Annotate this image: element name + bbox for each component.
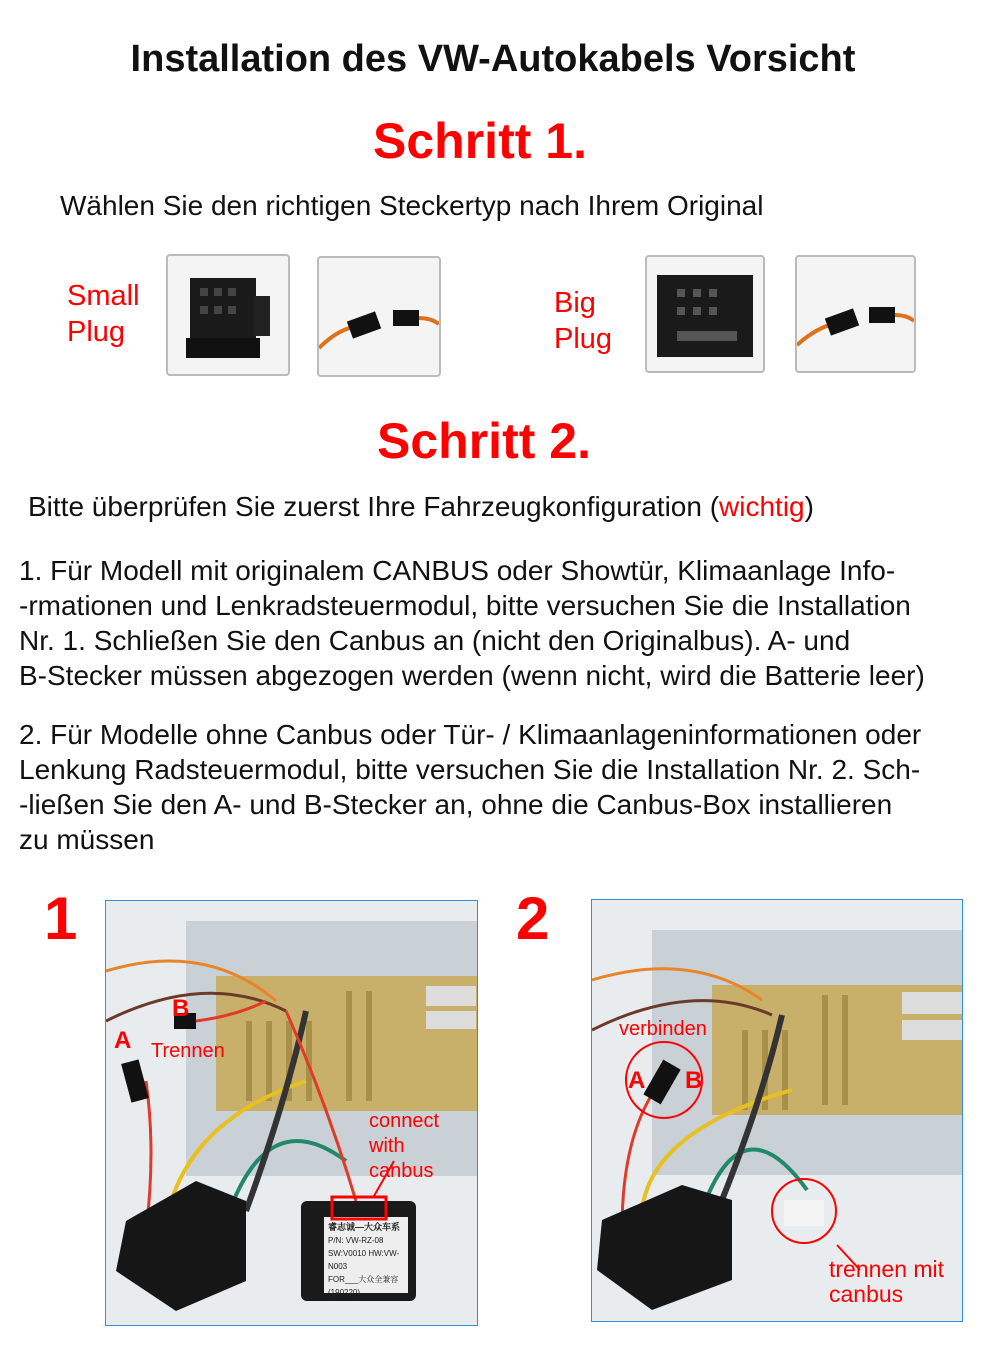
label-b: B [685, 1067, 703, 1094]
page-title: Installation des VW-Autokabels Vorsicht [130, 38, 856, 80]
small-plug-connector-image [166, 254, 290, 376]
label-trennen-canbus: trennen mit canbus [829, 1256, 945, 1307]
label-verbinden: verbinden [619, 1018, 707, 1040]
instruction-2: 2. Für Modelle ohne Canbus oder Tür- / Klimaanlageninformationen oder Lenkung Radsteuermodul, bitte versuchen Sie die Installation Nr. 2. Sch- -ließen Sie den A- und B-Stecker an, ohne die Canbus-Box installieren zu müssen [19, 719, 922, 855]
important-note: wichtig [719, 491, 805, 522]
photo2-number: 2 [516, 885, 550, 952]
step1-subtitle: Wählen Sie den richtigen Steckertyp nach Ihrem Original [60, 190, 764, 221]
photo-installation-1 [105, 900, 478, 1326]
step1-heading: Schritt 1. [373, 113, 587, 169]
small-plug-ab-connector-image [317, 256, 441, 377]
label-connect-canbus: connect with canbus [369, 1110, 440, 1182]
big-plug-ab-connector-image [795, 255, 916, 373]
label-a: A [628, 1067, 646, 1094]
check-config-text: Bitte überprüfen Sie zuerst Ihre Fahrzeugkonfiguration (wichtig) [28, 491, 814, 522]
step2-heading: Schritt 2. [377, 413, 591, 469]
label-a: A [114, 1027, 132, 1054]
label-b: B [172, 995, 190, 1022]
canbus-box-label: 睿志诚—大众车系 P/N: VW-RZ-08 SW:V0010 HW:VW-N003 FOR___大众全兼容 (190220) [328, 1222, 401, 1297]
small-plug-label: Small Plug [67, 280, 140, 348]
label-trennen: Trennen [151, 1040, 225, 1062]
big-plug-label: Big Plug [554, 287, 613, 355]
instruction-1: 1. Für Modell mit originalem CANBUS oder Showtür, Klimaanlage Info- -rmationen und Lenkradsteuermodul, bitte versuchen Sie die Installation Nr. 1. Schließen Sie den Canbus an (nicht den Originalbus). A- und B-Stecker müssen abgezogen werden (wenn nicht, wird die Batterie leer) [19, 555, 925, 691]
photo-installation-2 [591, 899, 963, 1322]
photo1-number: 1 [44, 885, 78, 952]
big-plug-connector-image [645, 255, 765, 373]
